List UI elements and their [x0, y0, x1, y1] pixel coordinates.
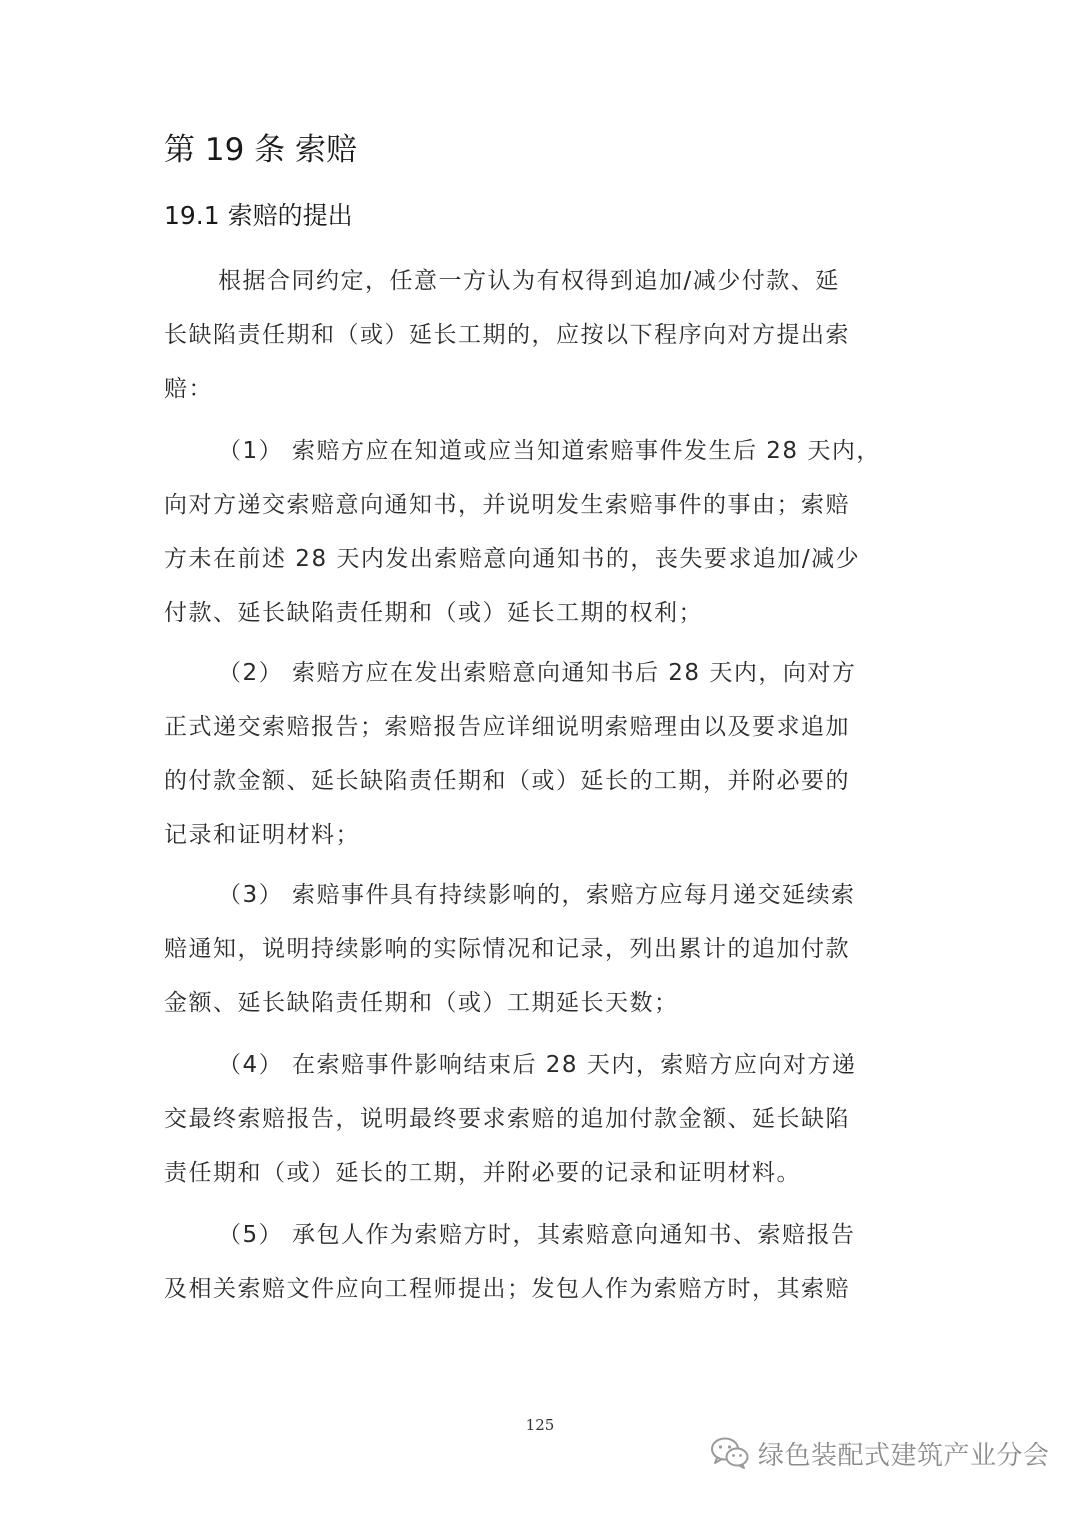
- paragraph-item-2: [164, 646, 916, 862]
- paragraph-line: 及相关索赔文件应向工程师提出；发包人作为索赔方时，其索赔: [164, 1276, 850, 1302]
- paragraph-item-4: [164, 1038, 916, 1200]
- article-title: 第 19 条 索赔: [164, 132, 358, 168]
- watermark: [710, 1430, 1050, 1476]
- paragraph-line: 根据合同约定，任意一方认为有权得到追加/减少付款、延: [218, 268, 840, 294]
- paragraph-line: （3） 索赔事件具有持续影响的，索赔方应每月递交延续索: [218, 882, 856, 908]
- wechat-icon: [710, 1436, 750, 1470]
- paragraph-line: （2） 索赔方应在发出索赔意向通知书后 28 天内，向对方: [218, 660, 857, 686]
- paragraph-item-1: [164, 424, 916, 640]
- paragraph-line: 交最终索赔报告，说明最终要求索赔的追加付款金额、延长缺陷: [164, 1106, 850, 1132]
- paragraph-item-3: [164, 868, 916, 1030]
- paragraph-line: 长缺陷责任期和（或）延长工期的，应按以下程序向对方提出索: [164, 322, 850, 348]
- section-title: 19.1 索赔的提出: [164, 201, 353, 230]
- paragraph-line: 赔通知，说明持续影响的实际情况和记录，列出累计的追加付款: [164, 936, 850, 962]
- paragraph-intro: [164, 254, 916, 416]
- paragraph-line: 赔：: [164, 376, 213, 402]
- paragraph-line: （1） 索赔方应在知道或应当知道索赔事件发生后 28 天内，: [218, 438, 881, 464]
- watermark-text: 绿色装配式建筑产业分会: [758, 1440, 1050, 1471]
- paragraph-line: （5） 承包人作为索赔方时，其索赔意向通知书、索赔报告: [218, 1222, 856, 1248]
- paragraph-item-5: [164, 1208, 916, 1316]
- paragraph-line: 付款、延长缺陷责任期和（或）延长工期的权利；: [164, 600, 703, 626]
- paragraph-line: 记录和证明材料；: [164, 822, 360, 848]
- paragraph-line: 的付款金额、延长缺陷责任期和（或）延长的工期，并附必要的: [164, 768, 850, 794]
- paragraph-line: 向对方递交索赔意向通知书，并说明发生索赔事件的事由；索赔: [164, 492, 850, 518]
- paragraph-line: 责任期和（或）延长的工期，并附必要的记录和证明材料。: [164, 1160, 801, 1186]
- page-number: 125: [525, 1416, 555, 1434]
- paragraph-line: 正式递交索赔报告；索赔报告应详细说明索赔理由以及要求追加: [164, 714, 850, 740]
- paragraph-line: 金额、延长缺陷责任期和（或）工期延长天数；: [164, 990, 679, 1016]
- paragraph-line: 方未在前述 28 天内发出索赔意向通知书的，丧失要求追加/减少: [164, 546, 861, 572]
- paragraph-line: （4） 在索赔事件影响结束后 28 天内，索赔方应向对方递: [218, 1052, 857, 1078]
